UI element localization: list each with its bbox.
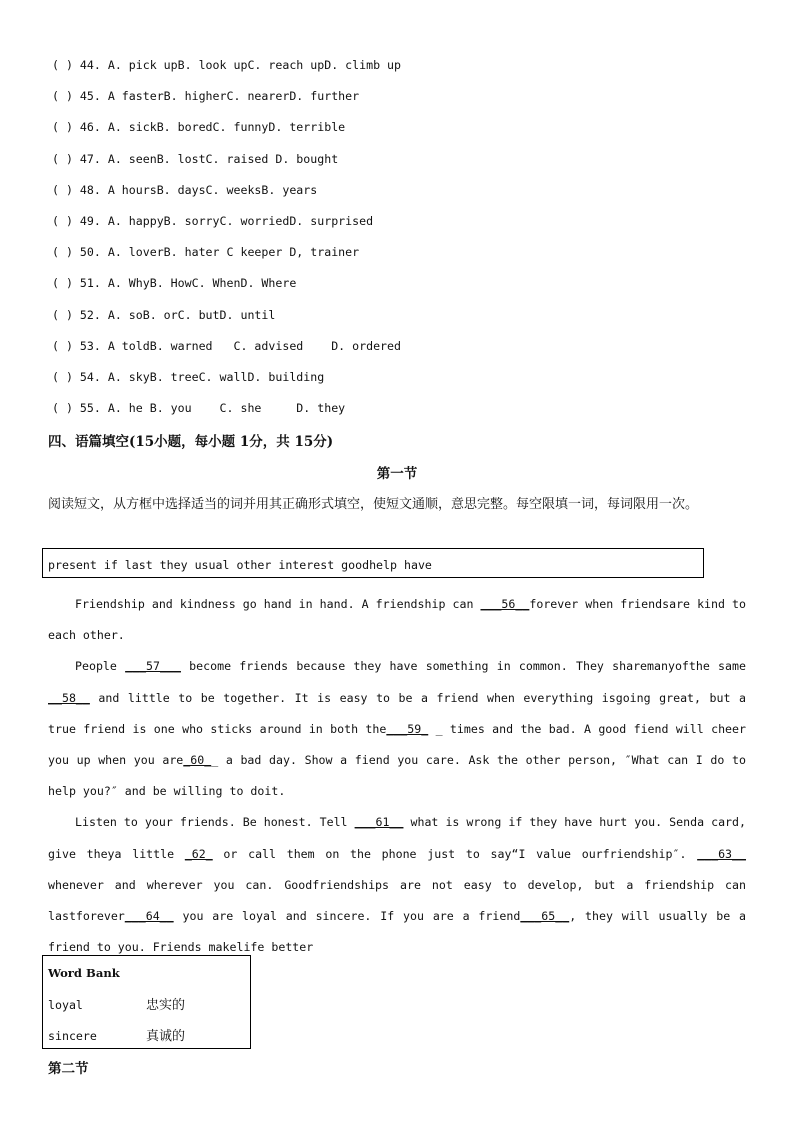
passage-text: and little to be together. It is easy to be a friend when everything isgoing great, but a true friend is one who sticks around in both the — [48, 690, 746, 736]
blank-60: _60_ — [183, 753, 212, 768]
word-bank-row — [48, 994, 185, 1013]
question-55: ( ) 55. A. he B. you C. she D. they — [52, 401, 346, 416]
question-53: ( ) 53. A toldB. warned C. advised D. ordered — [52, 338, 402, 353]
part1-title: 第一节 — [376, 466, 418, 482]
multiple-choice-list — [52, 56, 752, 430]
blank-65: ___65__ — [520, 909, 570, 924]
question-47: ( ) 47. A. seenB. lostC. raised D. bought — [52, 151, 339, 166]
part2-title: 第二节 — [48, 1061, 89, 1077]
blank-59: ___59_ — [386, 721, 429, 736]
blank-62: _62_ — [184, 846, 213, 861]
word-bank-chinese: 忠实的 — [146, 998, 186, 1013]
passage-paragraph-2 — [48, 651, 746, 807]
word-bank-english: loyal — [48, 998, 83, 1012]
word-bank-title: Word Bank — [48, 966, 120, 980]
question-48: ( ) 48. A hoursB. daysC. weeksB. years — [52, 182, 318, 197]
question-46: ( ) 46. A. sickB. boredC. funnyD. terrible — [52, 120, 346, 135]
word-bank-chinese: 真诚的 — [146, 1029, 186, 1044]
passage-text: whenever and wherever you can. Goodfriendships are not easy to develop, but a friendship can lastforever — [48, 877, 746, 924]
passage-paragraph-1 — [48, 589, 746, 651]
question-51: ( ) 51. A. WhyB. HowC. WhenD. Where — [52, 276, 297, 291]
passage-text: what is wrong if they have hurt you. Senda card, give theya little — [48, 815, 746, 861]
blank-56: ___56__ — [480, 597, 530, 611]
passage-text: People — [75, 659, 126, 674]
word-choice-box — [42, 548, 704, 578]
question-45: ( ) 45. A fasterB. higherC. nearerD. further — [52, 89, 360, 104]
question-50: ( ) 50. A. loverB. hater C keeper D, trainer — [52, 245, 360, 260]
blank-63: ___63__ — [697, 846, 747, 861]
blank-64: ___64__ — [124, 909, 174, 924]
passage-text: Friendship and kindness go hand in hand. A friendship can — [75, 597, 481, 611]
passage-text: _ a bad day. Show a fiend you care. Ask the other person, ″What can I do to help you?″ and be willing to doit. — [48, 753, 746, 799]
passage-text: _ times and the bad. A good fiend will cheer you up when you are — [48, 721, 746, 768]
question-52: ( ) 52. A. soB. orC. butD. until — [52, 307, 276, 322]
word-bank-english: sincere — [48, 1029, 97, 1043]
section-heading: 四、语篇填空(15小题，每小题 1分，共 15分) — [48, 434, 334, 450]
passage-paragraph-3 — [48, 807, 746, 963]
reading-passage — [48, 589, 746, 963]
word-bank-box — [42, 955, 251, 1049]
question-44: ( ) 44. A. pick upB. look upC. reach upD. climb up — [52, 58, 402, 72]
passage-text: become friends because they have something in common. They sharemanyofthe same — [180, 659, 746, 674]
passage-text: Listen to your friends. Be honest. Tell — [75, 815, 355, 830]
word-choice-list: present if last they usual other interest goodhelp have — [48, 558, 432, 572]
question-49: ( ) 49. A. happyB. sorryC. worriedD. surprised — [52, 213, 374, 228]
blank-61: ___61__ — [354, 815, 404, 830]
question-54: ( ) 54. A. skyB. treeC. wallD. building — [52, 369, 325, 384]
blank-57: ___57___ — [125, 659, 181, 674]
passage-text: or call them on the phone just to say“I value ourfriendship″. — [212, 846, 698, 861]
word-bank-row — [48, 1025, 185, 1044]
instruction-text: 阅读短文，从方框中选择适当的词并用其正确形式填空，使短文通顺，意思完整。每空限填一词，每词限用一次。 — [48, 497, 699, 512]
passage-text: you are loyal and sincere. If you are a friend — [173, 909, 521, 924]
passage-text: forever when friendsare kind to each other. — [48, 597, 746, 643]
passage-text: , they will usually be a friend to you. Friends makelife better — [48, 909, 746, 955]
blank-58: __58__ — [48, 690, 90, 705]
